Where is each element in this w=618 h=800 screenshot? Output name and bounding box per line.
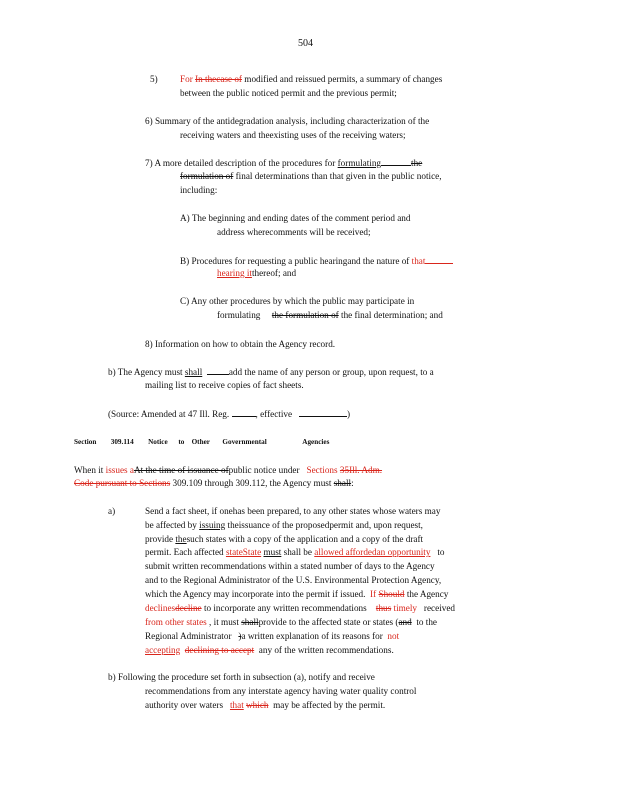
underlined-text: the	[175, 534, 187, 544]
intro-text: public notice under	[228, 465, 300, 475]
inserted-text: accepting	[145, 645, 181, 655]
para-a-line-4	[145, 547, 444, 558]
item-b-line-2: mailing list to receive copies of fact sheets.	[145, 380, 304, 390]
inserted-text: Sections	[306, 465, 338, 475]
source-note	[108, 408, 350, 420]
deleted-text: In thecase of	[195, 74, 242, 84]
item-B-line-2	[217, 268, 296, 279]
para-a-line-3	[145, 534, 423, 545]
para-a-line-8	[145, 603, 455, 614]
item-b-line-1	[108, 366, 434, 378]
inserted-text: timely	[393, 603, 418, 613]
inserted-text: If	[370, 589, 377, 599]
para-a-text: , it must	[209, 617, 239, 627]
section-label: Section	[74, 438, 97, 446]
deleted-text: Code pursuant to Sections	[74, 478, 171, 488]
item-6-line-1: 6) Summary of the antidegradation analysis, including characterization of the	[145, 116, 430, 126]
para-b-text: authority over waters	[145, 700, 224, 710]
para-a-text: theissuance of the proposedpermit and, upon request,	[227, 520, 423, 530]
deleted-text: Should	[378, 589, 405, 599]
para-a-line-1: Send a fact sheet, if onehas been prepared, to any other states whose waters may	[145, 506, 441, 516]
para-a-line-11	[145, 645, 394, 656]
deleted-text: At the time of issuance of	[133, 465, 229, 475]
inserted-text: hearing it	[217, 268, 252, 278]
para-a-text: any of the written recommendations.	[258, 645, 394, 655]
deleted-text: decline	[175, 603, 202, 613]
source-text: (Source: Amended at 47 Ill. Reg.	[108, 409, 230, 419]
para-b-line-2: recommendations from any interstate agency having water quality control	[145, 686, 417, 696]
inserted-text: declines	[145, 603, 176, 613]
deleted-text: which	[246, 700, 269, 710]
para-b-line-3	[145, 700, 385, 711]
item-C-text: formulating	[217, 310, 261, 320]
para-a-text: provide	[145, 534, 174, 544]
para-b-line-1: b) Following the procedure set forth in subsection (a), notify and receive	[108, 672, 375, 682]
deleted-text: )	[238, 631, 242, 641]
deleted-text: shall	[333, 478, 352, 488]
para-a-text: the Agency	[406, 589, 449, 599]
item-B-text: B) Procedures for requesting a public hearingand the nature of	[180, 256, 410, 266]
para-a-text: be affected by	[145, 520, 197, 530]
inserted-text: issues a	[105, 465, 134, 475]
deleted-text: thus	[375, 603, 392, 613]
inserted-text: that	[229, 700, 244, 710]
deleted-text: 35Ill. Adm.	[339, 465, 383, 475]
para-a-text: a written explanation of its reasons for	[241, 631, 383, 641]
item-6-line-2: receiving waters and theexisting uses of the receiving waters;	[180, 130, 406, 140]
inserted-text: allowed affordedan opportunity	[314, 547, 431, 557]
para-a-line-7	[145, 589, 448, 600]
item-7-text: 7) A more detailed description of the procedures for	[145, 158, 336, 168]
deleted-text: and	[398, 617, 412, 627]
para-a-line-5: submit written recommendations within a stated number of days to the Agency	[145, 561, 435, 571]
item-7-line-2	[180, 171, 442, 182]
item-7-line-1	[145, 157, 422, 169]
item-C-line-2	[217, 310, 443, 321]
source-text: )	[346, 409, 351, 419]
blank-line	[232, 408, 256, 417]
item-B-line-1	[180, 255, 453, 267]
underlined-text: shall	[184, 367, 203, 377]
item-B-text: thereof; and	[251, 268, 297, 278]
blank-line	[207, 366, 229, 375]
para-a-text: to the	[416, 617, 437, 627]
para-a-text: Regional Administrator	[145, 631, 232, 641]
underlined-text: must	[263, 547, 282, 557]
item-5-number: 5)	[150, 74, 158, 84]
section-title: Notice to Other Governmental Agencies	[148, 438, 330, 446]
item-b-text: b) The Agency must	[108, 367, 183, 377]
underlined-text: formulating	[337, 158, 382, 168]
para-a-line-6: and to the Regional Administrator of the U.S. Environmental Protection Agency,	[145, 575, 442, 585]
underlined-text: issuing	[199, 520, 226, 530]
item-A-line-2: address wherecomments will be received;	[217, 227, 371, 237]
item-5-text: modified and reissued permits, a summary of changes	[244, 74, 443, 84]
item-8-line: 8) Information on how to obtain the Agency record.	[145, 339, 336, 349]
blank-line	[425, 255, 453, 264]
para-a-line-10	[145, 631, 399, 642]
intro-line-2	[74, 478, 354, 489]
para-a-text: provide to the affected state or states (	[258, 617, 399, 627]
intro-line-1	[74, 465, 382, 476]
para-a-text: to incorporate any written recommendations	[203, 603, 367, 613]
deleted-text: the formulation of	[271, 310, 339, 320]
inserted-text: from other states	[145, 617, 207, 627]
inserted-text: stateState	[225, 547, 262, 557]
item-C-line-1: C) Any other procedures by which the public may participate in	[180, 296, 415, 306]
item-7-text: final determinations than that given in the public notice,	[235, 171, 442, 181]
section-number: 309.114	[110, 438, 134, 446]
para-a-line-2	[145, 520, 423, 531]
item-C-text: the final determination; and	[341, 310, 443, 320]
inserted-text: that	[411, 256, 426, 266]
para-a-text: shall be	[283, 547, 312, 557]
inserted-text: not	[387, 631, 400, 641]
section-heading	[74, 437, 329, 448]
para-a-text: to	[437, 547, 445, 557]
blank-line	[381, 157, 411, 166]
intro-text: 309.109 through 309.112, the Agency must	[172, 478, 332, 488]
para-a-text: which the Agency may incorporate into the permit if issued.	[145, 589, 366, 599]
item-5-line-1	[180, 74, 442, 85]
para-a-text: permit. Each affected	[145, 547, 224, 557]
blank-line	[299, 408, 347, 417]
item-7-line-3: including:	[180, 185, 218, 195]
para-b-text: may be affected by the permit.	[273, 700, 386, 710]
deleted-text: the	[411, 158, 423, 168]
deleted-text: formulation of	[180, 171, 234, 181]
item-b-text: add the name of any person or group, upon request, to a	[228, 367, 434, 377]
para-a-number: a)	[108, 506, 116, 516]
page-number: 504	[298, 38, 313, 49]
intro-text: :	[351, 478, 354, 488]
source-text: , effective	[255, 409, 293, 419]
inserted-text: For	[180, 74, 193, 84]
item-5-line-2: between the public noticed permit and the previous permit;	[180, 88, 397, 98]
para-a-text: such states with a copy of the application and a copy of the draft	[186, 534, 424, 544]
item-A-line-1: A) The beginning and ending dates of the comment period and	[180, 213, 411, 223]
deleted-text: declining to accept	[184, 645, 255, 655]
para-a-line-9	[145, 617, 437, 628]
intro-text: When it	[74, 465, 104, 475]
para-a-text: received	[423, 603, 456, 613]
deleted-text: shall	[241, 617, 259, 627]
